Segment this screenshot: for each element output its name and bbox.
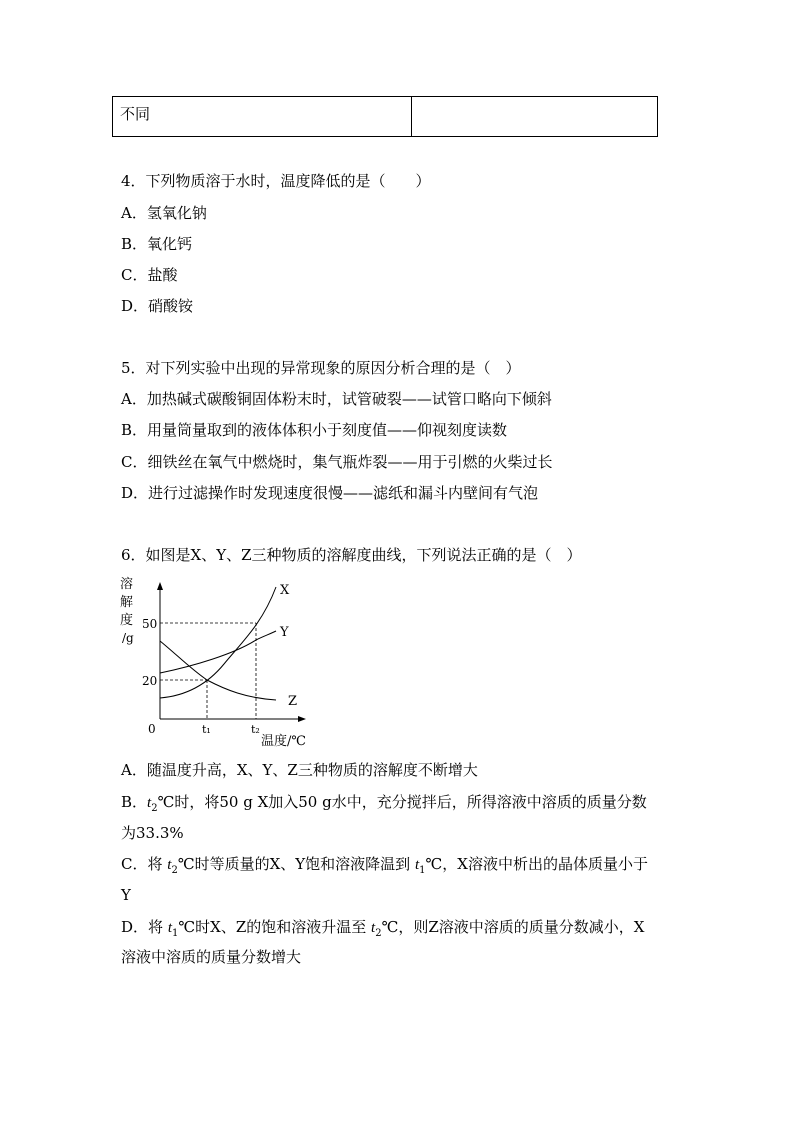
q6-option-a: A．随温度升高，X、Y、Z三种物质的溶解度不断增大 [121,761,478,779]
q4-stem: 4．下列物质溶于水时，温度降低的是（ ） [121,172,431,190]
x-axis-label: 温度/℃ [261,734,306,749]
y-axis-label [120,576,134,645]
q6-option-b-prefix: B． [121,793,148,811]
q6-option-c-text: ℃，X溶液中析出的晶体质量小于 [425,855,648,873]
curve-y [160,631,276,673]
q5-option-a: A．加热碱式碳酸铜固体粉末时，试管破裂——试管口略向下倾斜 [121,390,552,408]
curve-x [160,587,276,698]
y-tick-20: 20 [142,674,158,688]
q5-option-b: B．用量筒量取到的液体体积小于刻度值——仰视刻度读数 [121,421,508,439]
table-cell-2 [412,97,657,136]
q6-option-c-line1 [121,854,648,881]
q4-option-c: C．盐酸 [121,266,178,284]
q6-option-c-prefix: C．将 [121,855,163,873]
ylabel-char-1: 溶 [120,577,134,592]
series-label-z: Z [288,694,298,709]
series-label-y: Y [280,625,289,640]
ylabel-char-3: 度 [120,613,134,628]
q6-option-c-var2: t [414,857,420,873]
q6-option-d-sub2: 2 [375,928,382,939]
q6-option-d-var2: t [371,920,376,936]
q5-stem: 5．对下列实验中出现的异常现象的原因分析合理的是（ ） [121,359,521,377]
x-tick-t2: t₂ [251,723,260,736]
q6-option-d-prefix: D．将 [121,918,164,936]
q4-option-a: A．氢氧化钠 [121,204,207,222]
ylabel-char-2: 解 [120,595,134,610]
q6-option-b-text: ℃时，将50 g X加入50 g水中，充分搅拌后，所得溶液中溶质的质量分数 [157,793,647,811]
x-tick-t1: t₁ [202,723,211,736]
q5-option-c: C．细铁丝在氧气中燃烧时，集气瓶炸裂——用于引燃的火柴过长 [121,453,553,471]
q6-option-d-text: ℃，则Z溶液中溶质的质量分数减小，X [381,918,645,936]
q6-option-c-mid: ℃时等质量的X、Y饱和溶液降温到 [177,855,411,873]
origin-label: 0 [148,722,156,736]
q6-option-c-var1: t [167,857,172,873]
q6-option-b-line2: 为33.3% [121,824,184,842]
q4-option-b: B．氧化钙 [121,235,193,253]
q4-option-d: D．硝酸铵 [121,297,194,315]
answer-table [112,96,658,137]
q5-option-d: D．进行过滤操作时发现速度很慢——滤纸和漏斗内壁间有气泡 [121,484,539,502]
q6-option-c-line2: Y [121,886,131,904]
q6-option-d-var1: t [167,920,172,936]
q6-option-d-sub1: 1 [171,928,179,939]
x-axis-arrow [298,716,306,722]
y-axis-arrow [157,582,163,590]
q6-stem: 6．如图是X、Y、Z三种物质的溶解度曲线，下列说法正确的是（ ） [121,546,582,564]
table-cell-1: 不同 [113,97,412,136]
q6-option-d-line1 [121,917,644,944]
q6-option-b-line1 [121,792,647,819]
q6-option-c-sub2: 1 [419,865,426,876]
q6-option-b-var: t [147,795,152,811]
q6-option-c-sub1: 2 [171,865,178,876]
q6-option-d-line2: 溶液中溶质的质量分数增大 [121,948,302,966]
y-tick-50: 50 [142,617,158,631]
q6-option-d-mid: ℃时X、Z的饱和溶液升温至 [178,918,367,936]
solubility-chart [114,574,314,750]
series-label-x: X [280,583,290,598]
q6-option-b-sub: 2 [151,803,158,814]
ylabel-unit: /g [122,631,134,645]
